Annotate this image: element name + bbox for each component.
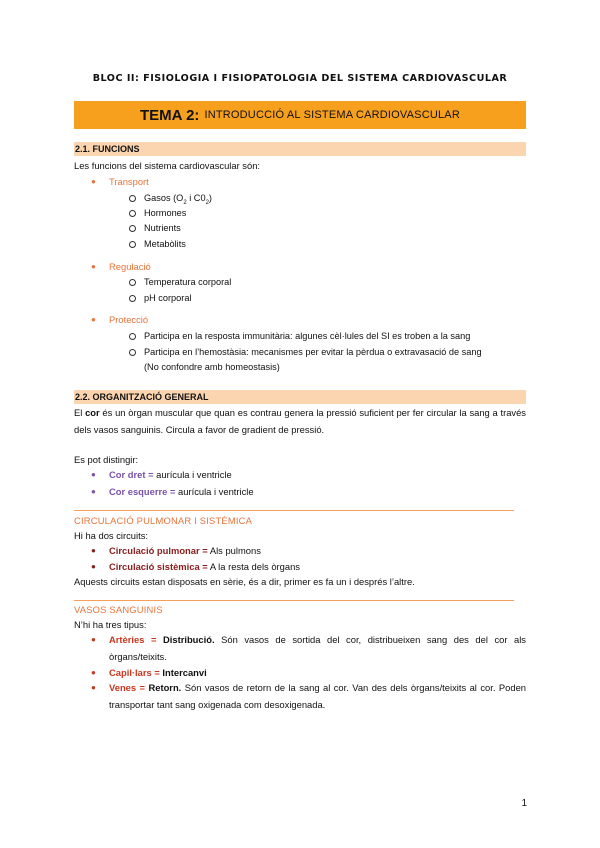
distingir-label: Es pot distingir: bbox=[74, 454, 139, 465]
bullet-icon: ● bbox=[91, 546, 96, 555]
section-heading-funcions: 2.1. FUNCIONS bbox=[74, 142, 526, 156]
list-item-transport: ● Transport bbox=[91, 176, 149, 187]
bullet-icon: ● bbox=[91, 668, 96, 677]
list-item-circulacio-sistemica: ● Circulació sistèmica = A la resta dels òrgans bbox=[91, 561, 300, 572]
circle-bullet-icon bbox=[129, 225, 136, 232]
bullet-icon: ● bbox=[91, 177, 96, 186]
divider bbox=[74, 510, 514, 511]
list-item-proteccio: ● Protecció bbox=[91, 314, 149, 325]
circle-bullet-icon bbox=[129, 333, 136, 340]
bullet-icon: ● bbox=[91, 683, 96, 692]
list-item-arteries: ● Artèries = Distribució. Són vasos de sortida del cor, distribueixen sang des del cor als òrgans/teixits. bbox=[109, 631, 526, 665]
circuits-intro: Hi ha dos circuits: bbox=[74, 530, 148, 541]
subheading-vasos: VASOS SANGUINIS bbox=[74, 604, 163, 615]
list-item-hemostasia: Participa en l’hemostàsia: mecanismes per evitar la pèrdua o extravasació de sang bbox=[144, 346, 482, 358]
circle-bullet-icon bbox=[129, 349, 136, 356]
list-item-capil-lars: ● Capil·lars = Intercanvi bbox=[91, 667, 207, 678]
bullet-icon: ● bbox=[91, 315, 96, 324]
list-item-ph: pH corporal bbox=[144, 292, 192, 304]
circuits-outro: Aquests circuits estan disposats en sèrie, és a dir, primer es fa un i després l’altre. bbox=[74, 576, 415, 587]
section-heading-organitzacio: 2.2. ORGANITZACIÓ GENERAL bbox=[74, 390, 526, 404]
list-item-cor-esquerre: ● Cor esquerre = aurícula i ventricle bbox=[91, 486, 254, 497]
note-homeostasis: (No confondre amb homeostasis) bbox=[144, 362, 280, 372]
page-header: BLOC II: FISIOLOGIA I FISIOPATOLOGIA DEL SISTEMA CARDIOVASCULAR bbox=[92, 73, 508, 84]
paragraph-cor: El cor és un òrgan muscular que quan es contrau genera la pressió suficient per fer circular la sang a través dels vasos sanguinis. Circula a favor de gradient de pressió. bbox=[74, 407, 526, 435]
list-item-regulacio: ● Regulació bbox=[91, 261, 151, 272]
bullet-icon: ● bbox=[91, 635, 96, 644]
bullet-icon: ● bbox=[91, 262, 96, 271]
list-item-hormones: Hormones bbox=[144, 207, 186, 219]
topic-title: INTRODUCCIÓ AL SISTEMA CARDIOVASCULAR bbox=[204, 109, 460, 121]
list-item-cor-dret: ● Cor dret = aurícula i ventricle bbox=[91, 469, 232, 480]
circle-bullet-icon bbox=[129, 241, 136, 248]
list-item-temperatura: Temperatura corporal bbox=[144, 276, 231, 288]
subheading-circulacio: CIRCULACIÓ PULMONAR I SISTÈMICA bbox=[74, 515, 253, 526]
vasos-intro: N’hi ha tres tipus: bbox=[74, 619, 147, 630]
list-item-metabolits: Metabòlits bbox=[144, 238, 186, 250]
list-item-nutrients: Nutrients bbox=[144, 222, 181, 234]
page-number: 1 bbox=[521, 798, 527, 809]
divider bbox=[74, 600, 514, 601]
circle-bullet-icon bbox=[129, 195, 136, 202]
list-item-gasos: Gasos ($O_2$ i $C0_2$) bbox=[144, 192, 212, 209]
circle-bullet-icon bbox=[129, 295, 136, 302]
circle-bullet-icon bbox=[129, 279, 136, 286]
topic-title-banner bbox=[74, 101, 526, 129]
list-item-immunitaria: Participa en la resposta immunitària: algunes cèl·lules del SI es troben a la sang bbox=[144, 330, 470, 342]
bullet-icon: ● bbox=[91, 487, 96, 496]
list-item-circulacio-pulmonar: ● Circulació pulmonar = Als pulmons bbox=[91, 545, 261, 556]
topic-number: TEMA 2: bbox=[139, 106, 200, 124]
bullet-icon: ● bbox=[91, 562, 96, 571]
bullet-icon: ● bbox=[91, 470, 96, 479]
circle-bullet-icon bbox=[129, 210, 136, 217]
list-item-venes: ● Venes = Retorn. Són vasos de retorn de la sang al cor. Van des dels òrgans/teixits al cor. Poden transportar tant sang oxigenada com desoxigenada. bbox=[109, 679, 526, 713]
funcions-intro: Les funcions del sistema cardiovascular són: bbox=[74, 160, 261, 171]
